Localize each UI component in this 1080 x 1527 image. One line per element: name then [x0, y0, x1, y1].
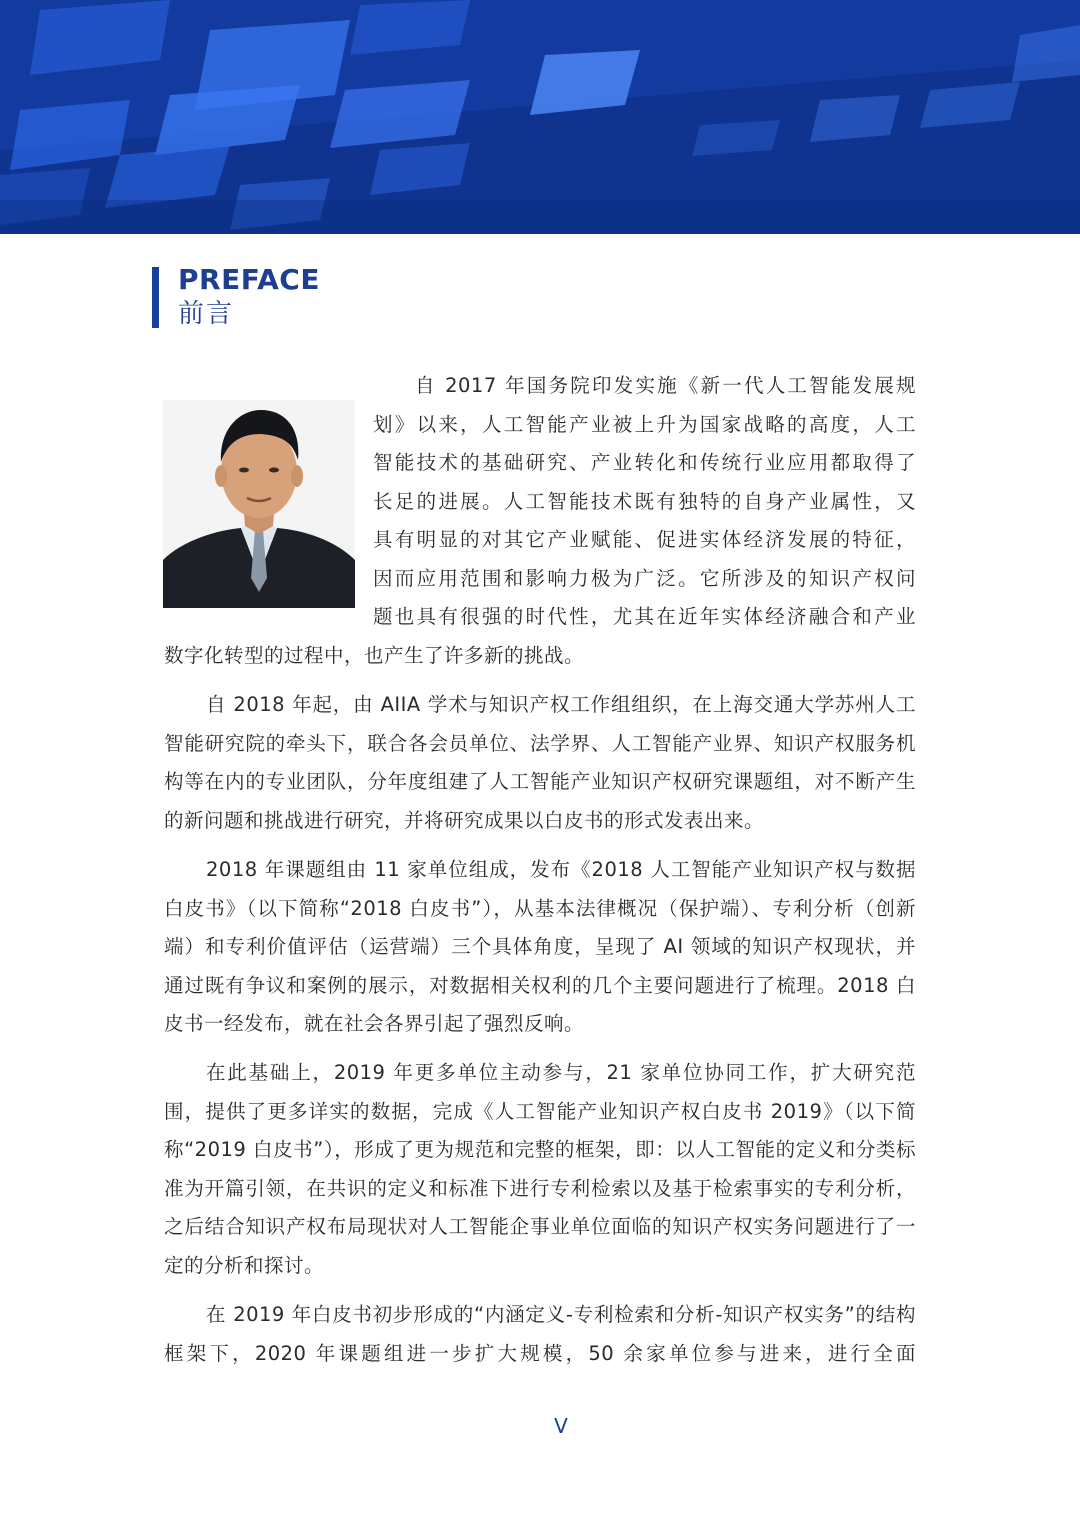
paragraph-line: 具有明显的对其它产业赋能、促进实体经济发展的特征，: [373, 528, 916, 551]
paragraph-line: 因而应用范围和影响力极为广泛。它所涉及的知识产权问: [373, 566, 916, 590]
banner-pattern: [0, 0, 1080, 234]
page-number: V: [554, 1414, 568, 1438]
header-banner: [0, 0, 1080, 234]
paragraph-4: 在此基础上，2019 年更多单位主动参与，21 家单位协同工作，扩大研究范围，提供了更多详实的数据，完成《人工智能产业知识产权白皮书 2019》（以下简称“2019 白皮书”），形成了更为规范和完整的框架，即：以人工智能的定义和分类标准为开篇引领，在共识的定义和标准下进行专利检索以及基于检索事实的专利分析，之后结合知识产权布局现状对人工智能企事业单位面临的知识产权实务问题进行了一定的分析和探讨。: [164, 1061, 916, 1277]
paragraph-line: 题也具有很强的时代性，尤其在近年实体经济融合和产业: [373, 605, 916, 628]
heading-accent-bar: [152, 267, 159, 328]
page-title-zh: 前言: [178, 299, 235, 329]
person-icon: [163, 400, 355, 608]
page-title-en: PREFACE: [178, 263, 320, 296]
paragraph-1: [373, 367, 916, 637]
paragraph-line: 划》以来，人工智能产业被上升为国家战略的高度，人工: [373, 412, 916, 436]
paragraph-2: 自 2018 年起，由 AIIA 学术与知识产权工作组组织，在上海交通大学苏州人工智能研究院的牵头下，联合各会员单位、法学界、人工智能产业界、知识产权服务机构等在内的专业团队，分年度组建了人工智能产业知识产权研究课题组，对不断产生的新问题和挑战进行研究，并将研究成果以白皮书的形式发表出来。: [164, 693, 916, 832]
paragraph-line: 自 2017 年国务院印发实施《新一代人工智能发展规: [415, 374, 916, 397]
paragraph-1-tail: 数字化转型的过程中，也产生了许多新的挑战。: [164, 644, 585, 667]
paragraph-line: 智能技术的基础研究、产业转化和传统行业应用都取得了: [373, 451, 916, 474]
paragraph-3: 2018 年课题组由 11 家单位组成，发布《2018 人工智能产业知识产权与数据白皮书》（以下简称“2018 白皮书”），从基本法律概况（保护端）、专利分析（创新端）和专利价值评估（运营端）三个具体角度，呈现了 AI 领域的知识产权现状，并通过既有争议和案例的展示，对数据相关权利的几个主要问题进行了梳理。2018 白皮书一经发布，就在社会各界引起了强烈反响。: [164, 858, 916, 1035]
portrait-photo: [163, 400, 355, 608]
paragraph-5: 在 2019 年白皮书初步形成的“内涵定义-专利检索和分析-知识产权实务”的结构框架下，2020 年课题组进一步扩大规模，50 余家单位参与进来，进行全面: [164, 1303, 916, 1365]
paragraph-line: 长足的进展。人工智能技术既有独特的自身产业属性，又: [373, 489, 916, 513]
